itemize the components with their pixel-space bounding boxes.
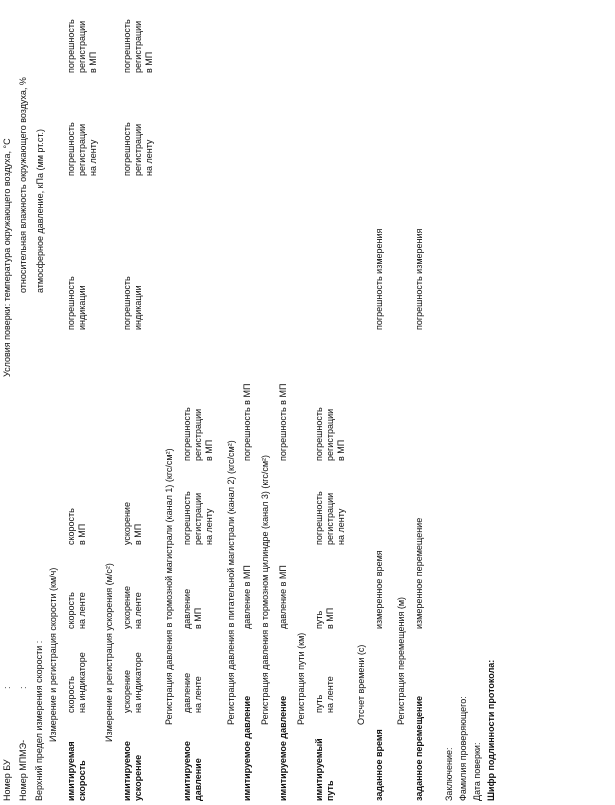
time-col-set: заданное время bbox=[374, 729, 384, 801]
accel-section-heading: Измерение и регистрация ускорения (м/с²) bbox=[104, 563, 114, 742]
accel-col-error-mp: погрешность регистрации в МП bbox=[122, 19, 154, 73]
time-col-error: погрешность измерения bbox=[374, 228, 384, 330]
authenticity-cipher-label: Шифр подлинности протокола: bbox=[486, 659, 496, 801]
brake-line-heading: Регистрация давления в тормозной магистрали (канал 1) (кгс/см²) bbox=[164, 448, 174, 725]
speed-col-indicator: скорость на индикаторе bbox=[66, 652, 87, 713]
brake-line-col-simulated: имитируемое давление bbox=[182, 741, 203, 801]
path-heading: Регистрация пути (км) bbox=[296, 632, 306, 725]
move-heading: Регистрация перемещения (м) bbox=[396, 596, 406, 725]
speed-section-heading: Измерение и регистрация скорости (км/ч) bbox=[48, 567, 58, 742]
conclusion-label: Заключение: bbox=[444, 747, 454, 801]
move-col-set: заданное перемещение bbox=[414, 695, 424, 801]
speed-col-tape: скорость на ленте bbox=[66, 592, 87, 629]
speed-col-error-indication: погрешность индикации bbox=[66, 276, 87, 330]
move-col-measured: измеренное перемещение bbox=[414, 517, 424, 629]
cylinder-col-mp: давление в МП bbox=[278, 565, 288, 629]
time-heading: Отсчет времени (с) bbox=[356, 644, 366, 725]
conditions-pressure: атмосферное давление, кПа (мм рт.ст.) bbox=[35, 129, 45, 293]
accel-col-mp: ускорение в МП bbox=[122, 502, 143, 545]
feed-line-heading: Регистрация давления в питательной магистрали (канал 2) (кгс/см²) bbox=[226, 440, 236, 725]
inspector-name-label: Фамилия проверяющего: bbox=[458, 696, 468, 801]
accel-col-error-tape: погрешность регистрации на ленту bbox=[122, 122, 154, 176]
path-col-tape: путь на ленте bbox=[314, 676, 335, 713]
time-col-measured: измеренное время bbox=[374, 550, 384, 629]
accel-col-simulated: имитируемое ускорение bbox=[122, 741, 143, 801]
brake-line-col-error-mp: погрешность регистрации в МП bbox=[182, 407, 214, 461]
cylinder-col-error: погрешность в МП bbox=[278, 383, 288, 461]
path-col-mp: путь в МП bbox=[314, 607, 335, 629]
cylinder-col-simulated: имитируемое давление bbox=[278, 695, 288, 801]
bu-number-label: Номер БУ bbox=[2, 759, 12, 801]
inspection-date-label: Дата поверки: bbox=[472, 742, 482, 801]
speed-limit-label: Верхний предел измерения скорости : bbox=[34, 640, 44, 801]
mpme-number-colon: : bbox=[18, 686, 28, 689]
accel-col-tape: ускорение на ленте bbox=[122, 586, 143, 629]
mpme-number-label: Номер МПМЭ- bbox=[18, 739, 28, 801]
path-col-error-mp: погрешность регистрации в МП bbox=[314, 407, 346, 461]
accel-col-indicator: ускорение на индикаторе bbox=[122, 652, 143, 713]
speed-col-error-mp: погрешность регистрации в МП bbox=[66, 19, 98, 73]
move-col-error: погрешность измерения bbox=[414, 228, 424, 330]
speed-col-error-tape: погрешность регистрации на ленту bbox=[66, 122, 98, 176]
conditions-humidity: относительная влажность окружающего воздуха, % bbox=[18, 77, 28, 293]
brake-line-col-mp: давление в МП bbox=[182, 588, 203, 629]
feed-line-col-simulated: имитируемое давление bbox=[242, 695, 252, 801]
speed-col-mp: скорость в МП bbox=[66, 508, 87, 545]
path-col-error-tape: погрешность регистрации на ленту bbox=[314, 491, 346, 545]
brake-line-col-error-tape: погрешность регистрации на ленту bbox=[182, 491, 214, 545]
speed-col-simulated: имитируемая скорость bbox=[66, 741, 87, 801]
feed-line-col-mp: давление в МП bbox=[242, 565, 252, 629]
accel-col-error-indication: погрешность индикации bbox=[122, 276, 143, 330]
bu-number-colon: : bbox=[2, 686, 12, 689]
conditions-temperature: Условия поверки: температура окружающего воздуха, °С bbox=[2, 138, 12, 377]
feed-line-col-error: погрешность в МП bbox=[242, 383, 252, 461]
path-col-simulated: имитируемый путь bbox=[314, 738, 335, 801]
cylinder-heading: Регистрация давления в тормозном цилиндре (канал 3) (кгс/см²) bbox=[260, 454, 270, 725]
brake-line-col-tape: давление на ленте bbox=[182, 672, 203, 713]
